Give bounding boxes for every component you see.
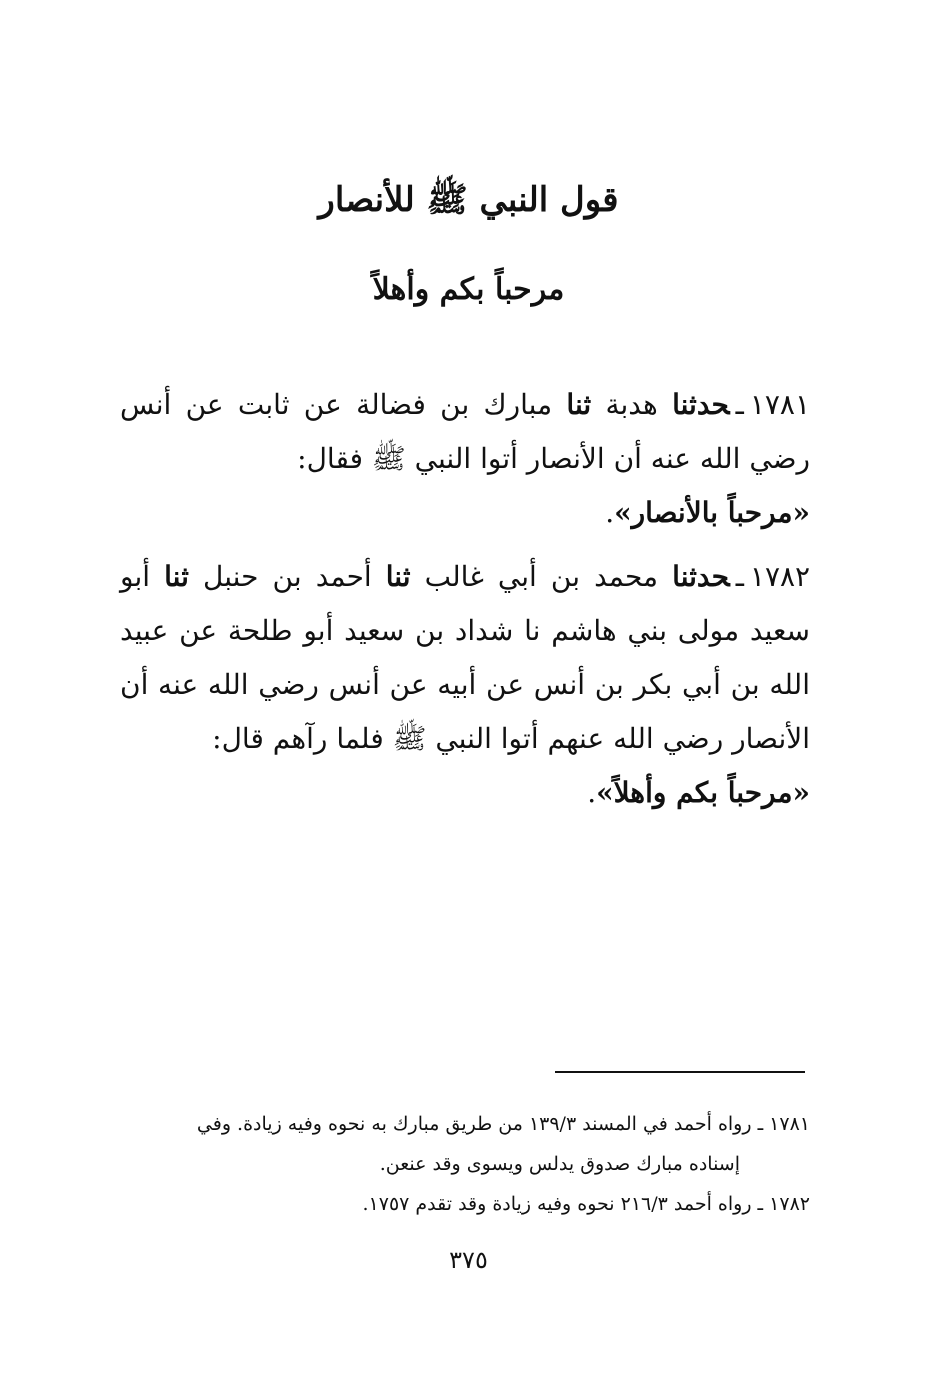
thana-word: ثنا xyxy=(385,560,411,593)
footnote-divider xyxy=(555,1071,805,1073)
footnotes xyxy=(120,1104,810,1224)
hadith-number: ١٧٨٢ xyxy=(749,560,811,593)
chapter-subtitle: مرحباً بكم وأهلاً xyxy=(372,272,565,307)
footnote-1781 xyxy=(120,1104,810,1184)
hadith-matn xyxy=(120,486,810,540)
hadith-dash: ـ xyxy=(735,388,744,421)
hadith-1782 xyxy=(120,550,810,820)
thana-word: ثنا xyxy=(566,388,592,421)
haddathana-word: حدثنا xyxy=(672,388,730,421)
footnote-line: ١٧٨١ ـ رواه أحمد في المسند ١٣٩/٣ من طريق مبارك به نحوه وفيه زيادة. وفي xyxy=(196,1113,810,1135)
narrator-text: هدبة xyxy=(605,388,658,421)
matn-text: «مرحباً بكم وأهلاً» xyxy=(596,776,810,809)
footnote-1782 xyxy=(120,1184,810,1224)
hadith-dash: ـ xyxy=(735,560,744,593)
narrator-text: محمد بن أبي غالب xyxy=(424,560,659,593)
isnad-text: أبو سعيد مولى بني هاشم نا شداد بن سعيد أبو طلحة عن عبيد الله بن أبي بكر بن أنس عن أبيه عن أنس رضي الله عنه أن الأنصار رضي الله عنهم أتوا النبي ﷺ فلما رآهم قال: xyxy=(120,560,810,755)
chapter-title: قول النبي ﷺ للأنصار xyxy=(318,180,619,220)
footnote-line: إسناده مبارك صدوق يدلس ويسوى وقد عنعن. xyxy=(379,1153,740,1175)
thana-word: ثنا xyxy=(164,560,189,593)
matn-end: . xyxy=(605,496,615,529)
hadith-matn xyxy=(120,766,810,820)
isnad-text: مبارك بن فضالة عن ثابت عن أنس رضي الله عنه أن الأنصار أتوا النبي ﷺ فقال: xyxy=(120,388,810,475)
hadith-1781 xyxy=(120,378,810,540)
narrator-text: أحمد بن حنبل xyxy=(203,560,372,593)
page-number: ٣٧٥ xyxy=(449,1246,488,1274)
haddathana-word: حدثنا xyxy=(672,560,730,593)
footnote-line: ١٧٨٢ ـ رواه أحمد ٢١٦/٣ نحوه وفيه زيادة وقد تقدم ١٧٥٧. xyxy=(362,1193,810,1215)
hadith-body xyxy=(120,378,810,830)
matn-end: . xyxy=(587,776,597,809)
hadith-number: ١٧٨١ xyxy=(749,388,810,421)
matn-text: «مرحباً بالأنصار» xyxy=(614,496,810,529)
